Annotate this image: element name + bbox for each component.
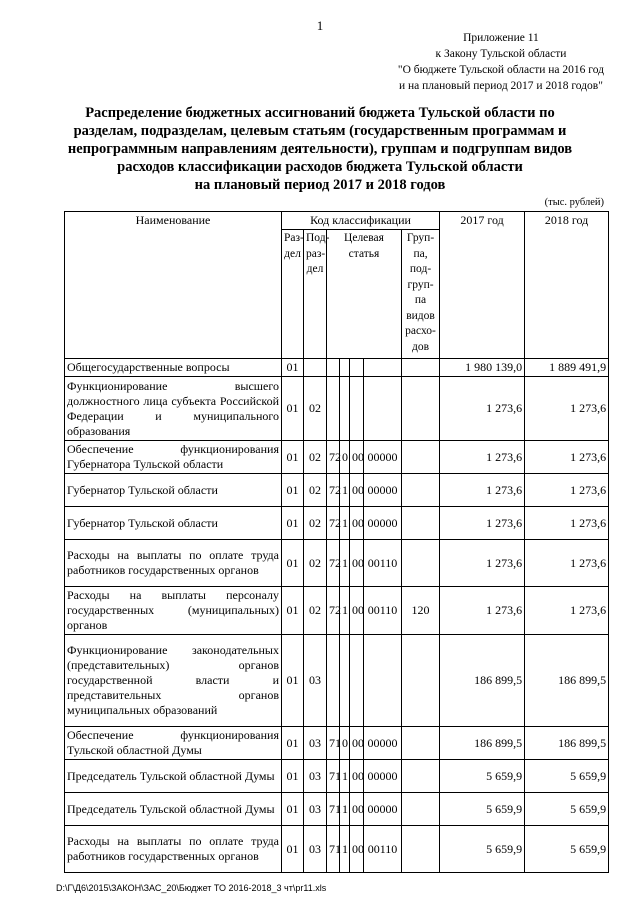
amount-2018-cell: 186 899,5 <box>525 635 609 727</box>
target-program-cell: 71 <box>327 760 340 793</box>
amount-2017-cell: 1 273,6 <box>440 441 525 474</box>
table-row <box>65 760 609 793</box>
amount-2017-cell: 1 980 139,0 <box>440 359 525 377</box>
expense-group-cell <box>402 359 440 377</box>
expense-group-cell <box>402 474 440 507</box>
target-code-cell: 00000 <box>364 727 402 760</box>
page-number: 1 <box>316 18 324 33</box>
appendix-line: "О бюджете Тульской области на 2016 год <box>397 64 604 76</box>
amount-2018-cell: 1 273,6 <box>525 441 609 474</box>
target-subprogram-cell: 1 <box>340 826 350 873</box>
expense-group-cell <box>402 377 440 441</box>
row-name-cell: Председатель Тульской областной Думы <box>65 793 282 826</box>
target-subprogram-cell: 1 <box>340 507 350 540</box>
amount-2017-cell: 5 659,9 <box>440 793 525 826</box>
amount-2017-cell: 5 659,9 <box>440 826 525 873</box>
target-program-cell: 72 <box>327 587 340 635</box>
target-program-cell: 71 <box>327 826 340 873</box>
amount-2017-cell: 1 273,6 <box>440 377 525 441</box>
appendix-block <box>398 30 604 94</box>
amount-2018-cell: 186 899,5 <box>525 727 609 760</box>
appendix-line: Приложение 11 <box>463 32 539 44</box>
header-code: Код классификации <box>282 212 440 230</box>
target-direction-cell: 00 <box>350 760 364 793</box>
header-2017: 2017 год <box>440 212 525 359</box>
target-code-cell: 00000 <box>364 760 402 793</box>
target-code-cell: 00000 <box>364 793 402 826</box>
table-row <box>65 377 609 441</box>
amount-2018-cell: 5 659,9 <box>525 826 609 873</box>
expense-group-cell: 120 <box>402 587 440 635</box>
title-line: Распределение бюджетных ассигнований бюджета Тульской области по <box>85 105 555 121</box>
target-program-cell <box>327 359 340 377</box>
target-direction-cell: 00 <box>350 826 364 873</box>
target-code-cell: 00000 <box>364 441 402 474</box>
title-line: расходов классификации расходов бюджета Тульской области <box>117 159 523 175</box>
table-row <box>65 826 609 873</box>
target-direction-cell: 00 <box>350 587 364 635</box>
header-razdel: Раз-дел <box>282 230 304 359</box>
target-code-cell: 00110 <box>364 587 402 635</box>
expense-group-cell <box>402 507 440 540</box>
podrazdel-cell: 02 <box>304 377 327 441</box>
podrazdel-cell: 03 <box>304 793 327 826</box>
row-name-cell: Губернатор Тульской области <box>65 474 282 507</box>
target-subprogram-cell: 1 <box>340 474 350 507</box>
header-podrazdel: Под-раз-дел <box>304 230 327 359</box>
table-row <box>65 441 609 474</box>
target-direction-cell: 00 <box>350 540 364 587</box>
table-body <box>65 359 609 873</box>
row-name-cell: Председатель Тульской областной Думы <box>65 760 282 793</box>
razdel-cell: 01 <box>282 793 304 826</box>
table-row <box>65 540 609 587</box>
target-program-cell <box>327 635 340 727</box>
amount-2017-cell: 186 899,5 <box>440 727 525 760</box>
target-direction-cell <box>350 635 364 727</box>
expense-group-cell <box>402 441 440 474</box>
table-row <box>65 507 609 540</box>
header-target: Целевая статья <box>327 230 402 359</box>
amount-2017-cell: 1 273,6 <box>440 587 525 635</box>
razdel-cell: 01 <box>282 474 304 507</box>
podrazdel-cell: 03 <box>304 727 327 760</box>
podrazdel-cell: 03 <box>304 826 327 873</box>
target-direction-cell <box>350 377 364 441</box>
target-subprogram-cell: 1 <box>340 540 350 587</box>
row-name-cell: Губернатор Тульской области <box>65 507 282 540</box>
table-row <box>65 587 609 635</box>
target-subprogram-cell: 1 <box>340 793 350 826</box>
amount-2017-cell: 1 273,6 <box>440 540 525 587</box>
target-program-cell: 72 <box>327 441 340 474</box>
amount-2017-cell: 1 273,6 <box>440 474 525 507</box>
amount-2017-cell: 1 273,6 <box>440 507 525 540</box>
appendix-line: и на плановый период 2017 и 2018 годов" <box>398 80 603 92</box>
table-row <box>65 359 609 377</box>
row-name-cell: Расходы на выплаты по оплате труда работников государственных органов <box>65 540 282 587</box>
row-name-cell: Расходы на выплаты персоналу государственных (муниципальных) органов <box>65 587 282 635</box>
document-title <box>40 104 600 194</box>
amount-2017-cell: 5 659,9 <box>440 760 525 793</box>
target-subprogram-cell: 0 <box>340 727 350 760</box>
amount-2018-cell: 1 889 491,9 <box>525 359 609 377</box>
razdel-cell: 01 <box>282 727 304 760</box>
razdel-cell: 01 <box>282 826 304 873</box>
header-group: Груп-па, под-груп-па видов расхо-дов <box>402 230 440 359</box>
razdel-cell: 01 <box>282 587 304 635</box>
amount-2017-cell: 186 899,5 <box>440 635 525 727</box>
target-direction-cell: 00 <box>350 727 364 760</box>
podrazdel-cell <box>304 359 327 377</box>
header-name: Наименование <box>65 212 282 359</box>
appendix-line: к Закону Тульской области <box>435 48 567 60</box>
target-code-cell <box>364 359 402 377</box>
header-2018: 2018 год <box>525 212 609 359</box>
amount-2018-cell: 1 273,6 <box>525 507 609 540</box>
target-program-cell: 71 <box>327 793 340 826</box>
target-program-cell: 72 <box>327 507 340 540</box>
target-direction-cell <box>350 359 364 377</box>
target-program-cell <box>327 377 340 441</box>
amount-2018-cell: 1 273,6 <box>525 540 609 587</box>
podrazdel-cell: 03 <box>304 760 327 793</box>
target-code-cell: 00000 <box>364 507 402 540</box>
target-subprogram-cell: 1 <box>340 760 350 793</box>
podrazdel-cell: 03 <box>304 635 327 727</box>
title-line: разделам, подразделам, целевым статьям (государственным программам и <box>73 123 567 139</box>
amount-2018-cell: 1 273,6 <box>525 474 609 507</box>
expense-group-cell <box>402 793 440 826</box>
razdel-cell: 01 <box>282 377 304 441</box>
file-path-footer: D:\Г\Д6\2015\ЗАКОН\ЗАС_20\Бюджет ТО 2016-2018_3 чт\pr11.xls <box>56 883 327 893</box>
amount-2018-cell: 5 659,9 <box>525 793 609 826</box>
target-code-cell <box>364 377 402 441</box>
target-code-cell: 00110 <box>364 540 402 587</box>
expense-group-cell <box>402 760 440 793</box>
target-code-cell <box>364 635 402 727</box>
amount-2018-cell: 1 273,6 <box>525 587 609 635</box>
razdel-cell: 01 <box>282 359 304 377</box>
title-line: непрограммным направлениям деятельности), группам и подгруппам видов <box>67 141 573 157</box>
razdel-cell: 01 <box>282 760 304 793</box>
row-name-cell: Расходы на выплаты по оплате труда работников государственных органов <box>65 826 282 873</box>
amount-2018-cell: 5 659,9 <box>525 760 609 793</box>
row-name-cell: Функционирование законодательных (представительных) органов государственной власти и представительных органов муниципальных образований <box>65 635 282 727</box>
razdel-cell: 01 <box>282 507 304 540</box>
expense-group-cell <box>402 635 440 727</box>
razdel-cell: 01 <box>282 441 304 474</box>
budget-table <box>64 211 609 873</box>
target-direction-cell: 00 <box>350 793 364 826</box>
target-direction-cell: 00 <box>350 507 364 540</box>
row-name-cell: Обеспечение функционирования Тульской областной Думы <box>65 727 282 760</box>
row-name-cell: Общегосударственные вопросы <box>65 359 282 377</box>
razdel-cell: 01 <box>282 635 304 727</box>
expense-group-cell <box>402 826 440 873</box>
podrazdel-cell: 02 <box>304 474 327 507</box>
podrazdel-cell: 02 <box>304 507 327 540</box>
row-name-cell: Функционирование высшего должностного лица субъекта Российской Федерации и муниципального образования <box>65 377 282 441</box>
target-subprogram-cell <box>340 359 350 377</box>
row-name-cell: Обеспечение функционирования Губернатора Тульской области <box>65 441 282 474</box>
expense-group-cell <box>402 540 440 587</box>
table-row <box>65 474 609 507</box>
target-code-cell: 00110 <box>364 826 402 873</box>
title-line: на плановый период 2017 и 2018 годов <box>194 177 446 193</box>
podrazdel-cell: 02 <box>304 441 327 474</box>
table-row <box>65 727 609 760</box>
target-subprogram-cell <box>340 635 350 727</box>
podrazdel-cell: 02 <box>304 587 327 635</box>
units-label: (тыс. рублей) <box>544 197 604 208</box>
target-program-cell: 72 <box>327 474 340 507</box>
target-subprogram-cell: 1 <box>340 587 350 635</box>
target-direction-cell: 00 <box>350 474 364 507</box>
target-program-cell: 71 <box>327 727 340 760</box>
razdel-cell: 01 <box>282 540 304 587</box>
target-code-cell: 00000 <box>364 474 402 507</box>
target-subprogram-cell <box>340 377 350 441</box>
target-program-cell: 72 <box>327 540 340 587</box>
expense-group-cell <box>402 727 440 760</box>
header-row-top <box>65 212 609 230</box>
podrazdel-cell: 02 <box>304 540 327 587</box>
target-direction-cell: 00 <box>350 441 364 474</box>
amount-2018-cell: 1 273,6 <box>525 377 609 441</box>
target-subprogram-cell: 0 <box>340 441 350 474</box>
table-row <box>65 793 609 826</box>
table-row <box>65 635 609 727</box>
